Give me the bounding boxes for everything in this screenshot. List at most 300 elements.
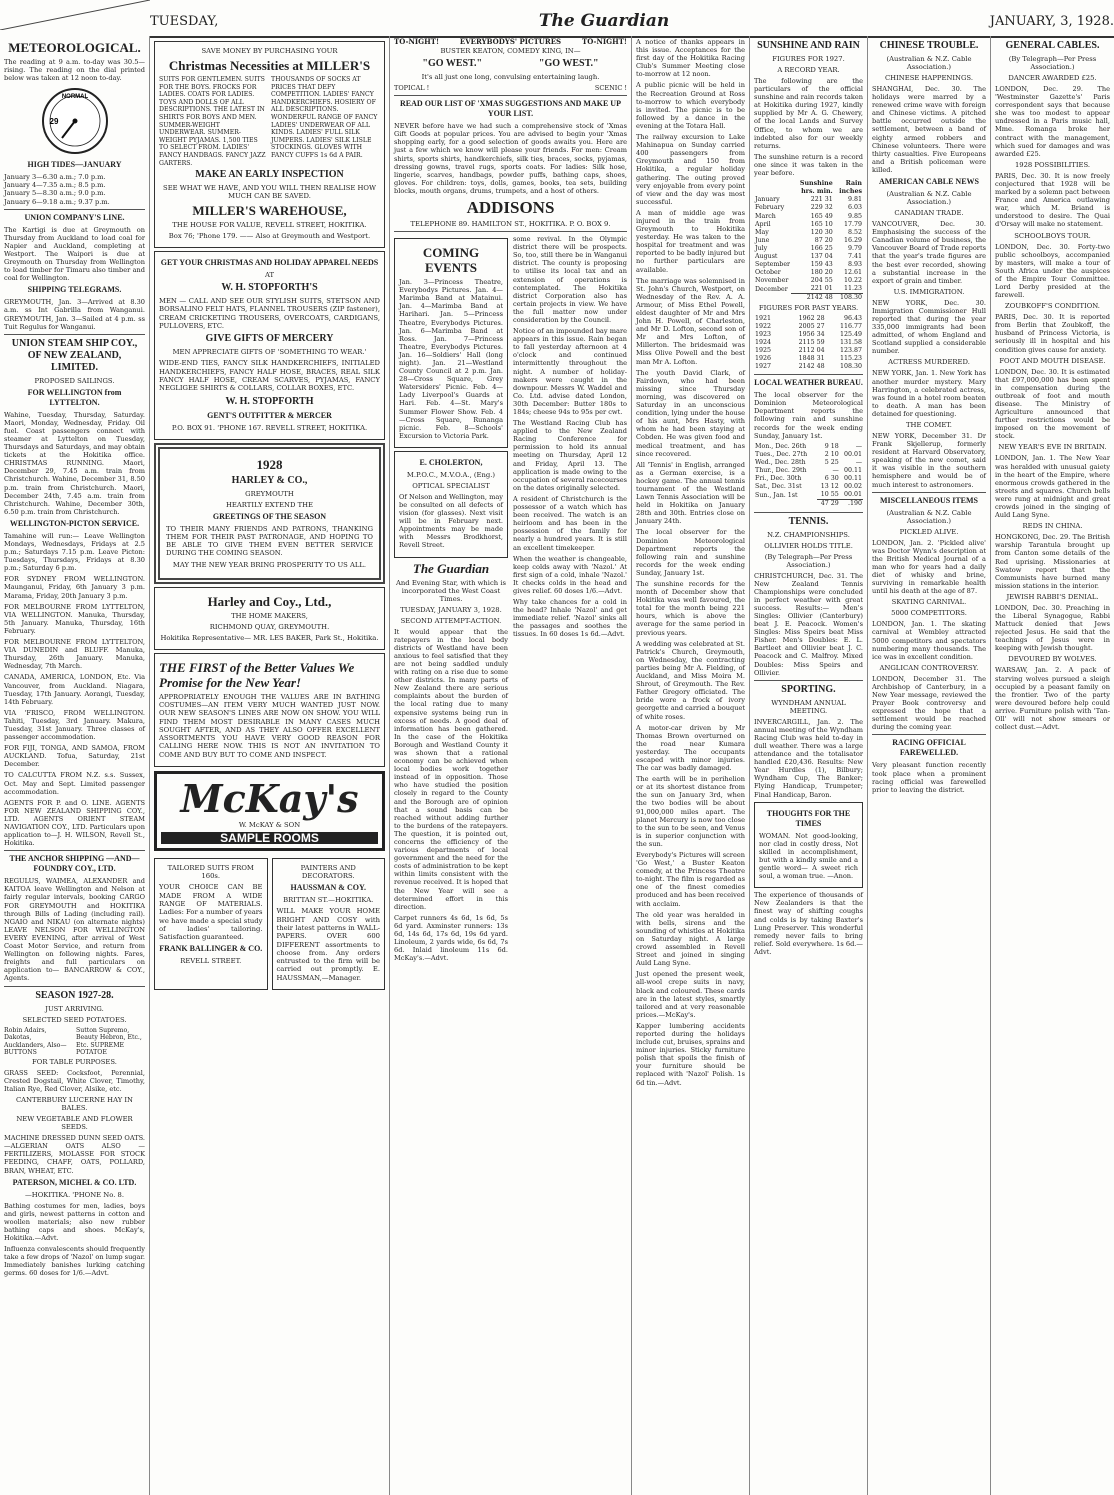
column-3: [390, 36, 632, 1495]
meteorological-intro: The reading at 9 a.m. to-day was 30.5—rising. The reading on the dial printed below was taken at 12 noon to-day.: [4, 58, 145, 83]
haussman-address: BRITTAN ST.—HOKITIKA.: [283, 896, 374, 905]
chinese-text: SHANGHAI, Dec. 30. The holidays were marred by a renewed crime wave with foreign and Chinese victims. A pitched battle occurred outside the settlement, between a band of eighty armed robbers and Chinese volunteers. There were thirty casualties. Five Europeans and a British policeman were killed.: [872, 85, 986, 174]
misc-byline: (Australian & N.Z. Cable Association.): [886, 508, 972, 525]
bureau-text: The local observer for the Dominion Meteorological Department reports the following rain and sunshine records for the week ending Sunday, January 1st.: [754, 391, 863, 440]
table-cell: 1927: [755, 363, 772, 371]
scan-edge-mark: [0, 0, 150, 30]
film-note: It's all just one long, convulsing entertaining laugh.: [421, 73, 600, 82]
table-cell: 221 31: [810, 196, 833, 204]
stopforth-list: WIDE-END TIES, FANCY SILK HANDKERCHIEFS, INITIALED HANDKERCHIEFS, FANCY HALF HOSE, BRACES, REAL SILK FANCY HALF HOSE, CREAM SCARVES, PYJAMAS, FANCY NEGLIGEE SHIRTS & COLLARS, COLLAR BOXES, ETC.: [159, 359, 380, 393]
table-row: [754, 475, 863, 483]
table-cell: 9.85: [847, 212, 862, 220]
jewish-text: LONDON, Dec. 30. Preaching in the Liberal Synagogue, Rabbi Mattuck denied that Jews rejected Jesus. He said that the teachings of Jesus were in keeping with Jewish thought.: [995, 603, 1110, 653]
bathing-text: Bathing costumes for men, ladies, boys and girls, newest patterns in cotton and woollen materials; also new rubber bathing caps and shoes. McKay's, Hokitika.—Advt.: [4, 1201, 145, 1242]
table-row: [754, 459, 863, 467]
harley-name: HARLEY & CO.,: [231, 474, 308, 486]
col4-auto: A motor-car driven by Mr Thomas Brown overturned on the road near Kumara yesterday. The occupants escaped with minor injuries. The car was badly damaged.: [636, 723, 745, 773]
past-years-table: [754, 315, 863, 372]
machine-text: MACHINE DRESSED DUNN SEED OATS. —ALGERIAN OATS ALSO — FERTILIZERS, MOLASSE FOR STOCK FEEDING, CHAFF, OATS, POLLARD, BRAN, WHEAT, ETC.: [4, 1134, 145, 1175]
pictures-banner: [394, 38, 627, 46]
table-cell: 166 25: [810, 244, 833, 252]
column-7: [991, 36, 1114, 1495]
sunshine-table: [754, 180, 863, 302]
general-byline: (By Telegraph—Per Press Association.): [1008, 55, 1097, 71]
cholerton-sub: M.P.O.C., M.V.O.A., (Eng.): [406, 470, 496, 479]
harley-text: TO THEIR MANY FRIENDS AND PATRONS, THANKING THEM FOR THEIR PAST PATRONAGE, AND HOPING TO BE ABLE TO GIVE THEM EVEN BETTER SERVICE DURING THE COMING SEASON.: [166, 524, 373, 558]
misc-heading: MISCELLANEOUS ITEMS: [879, 495, 979, 505]
table-row: [754, 285, 863, 294]
tennis-byline: (By Telegraph—Per Press Association.): [764, 552, 853, 569]
bureau-heading: LOCAL WEATHER BUREAU.: [754, 378, 863, 388]
pickled-text: LONDON, Jan. 2. 'Pickled alive' was Doctor Wynn's description at the British Medical Journal of a man who for years had a daily diet of whisky and brine, surviving in remarkable health until his death at the age of 87.: [872, 538, 986, 596]
table-cell: 2142 48: [798, 363, 825, 371]
table-cell: 204 55: [810, 277, 833, 285]
calcutta-text: TO CALCUTTA FROM N.Z. s.s. Sussex, Oct. May and Sept. Limited passenger accommodation.: [4, 771, 145, 796]
haussman-name: HAUSSMAN & COY.: [290, 883, 366, 893]
fiji-text: FOR FIJI, TONGA, AND SAMOA, FROM AUCKLAND. Tofua, Saturday, 21st December.: [4, 744, 145, 769]
table-potatoes: FOR TABLE PURPOSES.: [32, 1057, 117, 1066]
uss-heading: UNION STEAM SHIP COY., OF NEW ZEALAND, LIMITED.: [11, 337, 138, 373]
table-row: [754, 213, 863, 221]
table-cell: 120 30: [810, 228, 833, 236]
thoughts-heading: THOUGHTS FOR THE TIMES: [766, 808, 851, 828]
column-2: [150, 36, 390, 1495]
stopforth-outfitter: GENT'S OUTFITTER & MERCER: [207, 410, 332, 420]
table-cell: 12.61: [843, 269, 862, 277]
anchor-heading: THE ANCHOR SHIPPING —AND— FOUNDRY COY., LTD.: [9, 854, 140, 874]
table-cell: April: [755, 220, 771, 228]
sun-sub: FIGURES FOR 1927.: [772, 55, 845, 63]
melbourne-text-1: FOR MELBOURNE FROM LYTTELTON, VIA WELLINGTON. Manuka, Thursday, 5th January. Manuka, Thursday, 16th February.: [4, 602, 145, 635]
table-cell: 6 30: [824, 475, 839, 483]
table-row: [754, 261, 863, 269]
col4-boy: A man of middle age was injured in the train from Greymouth to Hokitika yesterday. He was taken to the hospital for treatment and was reported to be badly injured but no further particulars are available.: [636, 208, 745, 274]
tide-line: January 3—6.30 a.m.; 7.0 p.m.: [4, 173, 106, 182]
miller-right: THOUSANDS OF SOCKS AT PRICES THAT DEFY COMPETITION. LADIES' FANCY HANDKERCHIEFS. HOSIERY OF ALL DESCRIPTIONS. WONDERFUL RANGE OF FANCY LADIES' UNDERWEAR OF ALL KINDS. LADIES' FULL SILK JUMPERS. LADIES' SILK LISLE STOCKINGS. GLOVES WITH FANCY CUFFS 1s 6d A PAIR.: [271, 76, 378, 159]
table-cell: Mon., Dec. 26th: [755, 442, 807, 450]
picton-text: Tamahine will run:— Leave Wellington Mondays, Wednesdays, Fridays at 2.5 p.m.; Saturdays 7.15 p.m. Leave Picton: Tuesdays, Thursdays, Fridays at 8.30 p.m.; Saturday 6 p.m.: [4, 531, 145, 573]
table-row: [754, 443, 863, 451]
table-cell: 2005 27: [798, 322, 825, 330]
table-cell: 137 04: [810, 252, 833, 260]
melbourne-text-2: FOR MELBOURNE FROM LYTTELTON, VIA DUNEDIN and BLUFF. Manuka, Thursday, 26th January. Manuka, Wednesday, 7th March.: [4, 638, 145, 671]
table-cell: —: [855, 458, 862, 466]
dancer-sub: DANCER AWARDED £25.: [1008, 74, 1097, 82]
haussman-advert: [272, 858, 386, 990]
grass-text: GRASS SEED: Cocksfoot, Perennial, Crested Dogstail, White Clover, Timothy, Italian Rye, Red Clover, Alsike, etc.: [4, 1068, 145, 1094]
film-title-2: "GO WEST.": [538, 58, 599, 70]
column-3-right: [513, 235, 627, 965]
dancer-text: LONDON, Dec. 29. The 'Westminster Gazette's' Paris correspondent says that because she was too modest to appear undressed in a Paris music hall, Mme. Romanga broke her contract with the management, which sued for damages and was awarded £25.: [995, 85, 1110, 158]
jewish-sub: JEWISH RABBI'S DENIAL.: [1006, 592, 1099, 601]
col4-railway: The railway excursion to Lake Mahinapua on Sunday carried 400 passengers from Greymouth and 150 from Hokitika, a regular holiday gathering. The outing proved very enjoyable from every point of view and the day was most successful.: [636, 133, 745, 206]
cholerton-name: E. CHOLERTON,: [419, 457, 483, 467]
table-cell: 1924: [755, 338, 772, 346]
stopforth-gift-sub: MEN APPRECIATE GIFTS OF 'SOMETHING TO WEAR.': [172, 348, 367, 357]
table-cell: September: [755, 261, 791, 269]
newyear-sub: NEW YEAR'S EVE IN BRITAIN.: [998, 443, 1107, 452]
harley-wish: MAY THE NEW YEAR BRING PROSPERITY TO US ALL.: [172, 560, 367, 569]
table-cell: 229 32: [810, 204, 833, 212]
paterson-sub: —HOKITIKA. 'PHONE No. 8.: [24, 1190, 125, 1199]
table-cell: March: [755, 212, 776, 220]
table-cell: January: [755, 196, 780, 204]
sporting-sub: WYNDHAM ANNUAL MEETING.: [771, 698, 846, 715]
devoured-sub: DEVOURED BY WOLVES.: [1008, 655, 1097, 664]
harley2-rep: Hokitika Representative— MR. LES BAKER, Park St., Hokitika.: [160, 633, 379, 642]
sailings-heading: FOR WELLINGTON from LYTTELTON.: [27, 387, 122, 407]
union-text: The Kartigi is due at Greymouth on Thursday from Auckland to load coal for Napier and Auckland, completing at Westport. The Waipori is due at Greymouth on Thursday from Wellington to load timber for Timaru also timber and coal for Wellington.: [4, 225, 145, 283]
dial-value: 29: [49, 117, 58, 127]
miller-top: SAVE MONEY BY PURCHASING YOUR: [201, 47, 338, 55]
column-3-split: [394, 235, 627, 965]
events-list: Jan. 3—Princess Theatre, Everybodys Pictures. Jan. 4—Marimba Band at Matainui. Jan. 4—Marimba Band at Harihari. Jan. 5—Princess Theatre, Everybodys Pictures. Jan. 6—Marimba Band at Ross. Jan. 7—Princess Theatre, Everybodys Pictures. Jan. 16—Soldiers' Hall (long night). Jan. 21—Westland County Council at 2 p.m. Jan. 28—Cross Square, Grey Watersiders' Picnic. Feb. 4—Lady Liverpool's Guards at Hari. Feb. 4—St. Mary's Summer Flower Show. Feb. 4—Cross Square, Runanga picnic. Feb. 8—Schools' Excursion to Victoria Park.: [399, 278, 503, 440]
harley-greet: GREETINGS OF THE SEASON: [212, 511, 327, 521]
film-extras: [394, 84, 627, 92]
column-4: [632, 36, 750, 1495]
possib-sub: 1928 POSSIBILITIES.: [1014, 160, 1091, 169]
pickled-sub: PICKLED ALIVE.: [899, 527, 959, 536]
harley2-sub: THE HOME MAKERS,: [231, 611, 308, 620]
table-cell: 13 12: [820, 483, 839, 491]
tides-heading: HIGH TIDES—JANUARY: [27, 160, 122, 170]
westland-text: The Westland Racing Club has applied to the New Zealand Racing Conference for permission to hold its annual meeting on Thursday, April 12 and Friday, April 13. The application is made owing to the occupation of several racecourses on the dates originally selected.: [513, 419, 627, 492]
tailor-text: YOUR CHOICE CAN BE MADE FROM A WIDE RANGE OF MATERIALS. Ladies: For a number of years we have made a special study of ladies' tailoring. Satisfaction guaranteed.: [159, 883, 263, 942]
table-row: [754, 221, 863, 229]
agents-text: AGENTS FOR P. and O. LINE. AGENTS FOR NEW ZEALAND SHIPPING COY., LTD. AGENTS ORIENT STEAM NAVIGATION COY., LTD. Particulars upon application to—J. H. WILSON, Revell St., Hokitika.: [4, 798, 145, 848]
notice-text: Notice of an impounded bay mare appears in this issue. Rain began to fall yesterday afternoon at 4 o'clock and continued intermittently throughout the night. A number of holiday-makers were caught in the downpour. Messrs W. Waddel and Co. Ltd. advise dated London, 30th December: Butter 180s to 184s; cheese 94s to 95s per cwt.: [513, 327, 627, 416]
table-cell: August: [755, 252, 778, 260]
seed-heading: SELECTED SEED POTATOES.: [22, 1015, 127, 1024]
sailings-text: Wahine, Tuesday, Thursday, Saturday. Maori, Monday, Wednesday, Friday. Oil fuel. Coast passengers connect with steamer at Lyttelton on Tuesday, Thursdays and Saturdays, and may obtain tickets at the Hokitika office. CHRISTMAS RUNNING. Maori, December 29, 7.45 a.m. train from Christchurch. Wahine, December 31, 8.50 p.m. train from Christchurch. Maori, December 24th, 7.45 a.m. train from Christchurch. Wahine, December 30th, 6.50 p.m. train from Christchurch.: [4, 410, 145, 516]
ballinger-advert: [154, 858, 268, 990]
table-row: [754, 196, 863, 204]
shipping-heading: SHIPPING TELEGRAMS.: [27, 285, 122, 295]
dial-label: NORMAL: [61, 94, 88, 101]
ballinger-address: REVELL STREET.: [180, 957, 242, 966]
table-cell: 108.30: [839, 363, 862, 371]
mckay-logo: [154, 771, 385, 851]
harley-year: 1928: [256, 456, 283, 472]
table-cell: 180 20: [810, 269, 833, 277]
table-row: [754, 467, 863, 475]
table-cell: 1926: [755, 355, 772, 362]
table-row: [754, 331, 863, 339]
paterson-heading: PATERSON, MICHEL & CO. LTD.: [12, 1177, 137, 1187]
table-cell: 221 01: [810, 285, 833, 293]
col4-south: The earth will be in perihelion or at its shortest distance from the sun on January 3rd, when the two bodies will be about 91,000,000 miles apart. The planet Mercury is now too close to the sun to be seen, and Venus is in superior conjunction with the sun.: [636, 775, 745, 848]
table-row: [754, 253, 863, 261]
first-heading: THE FIRST of the Better Values We Promise for the New Year!: [159, 659, 355, 690]
chinese-byline: (Australian & N.Z. Cable Association.): [886, 55, 972, 71]
table-row: [754, 229, 863, 237]
cholerton-advert: [394, 451, 508, 558]
table-cell: October: [755, 269, 781, 277]
table-total-row: 47 29 .190: [754, 500, 863, 509]
table-cell: May: [755, 228, 769, 236]
table-total-row: 2142 48 108.30: [754, 294, 863, 303]
table-cell: 131.58: [839, 338, 862, 346]
col4-tennis: All 'Tennis' in English, arranged as a German exercise, is a hockey game. The annual tennis tournament of the Westland Lawn Tennis Association will be held in Hokitika on January 28th and 30th. Entries close on January 24th.: [636, 460, 745, 526]
tennis-sub: N.Z. CHAMPIONSHIPS.: [767, 530, 850, 539]
miller-heading: Christmas Necessities at MILLER'S: [168, 58, 371, 73]
miller-advert: [154, 41, 385, 248]
union-heading: UNION COMPANY'S LINE.: [24, 212, 125, 222]
picton-heading: WELLINGTON-PICTON SERVICE.: [9, 518, 140, 528]
table-cell: 6.03: [847, 204, 862, 212]
table-cell: 96.43: [843, 314, 862, 322]
col4-public: A public picnic will be held in the Recreation Ground at Ross to-morrow to which everybody is invited. The picnic is to be followed by a dance in the evening at the Totara Hall.: [636, 81, 745, 130]
table-cell: 5 25: [824, 458, 839, 466]
ballinger-name: FRANK BALLINGER & CO.: [159, 944, 263, 954]
sporting-text: INVERCARGILL, Jan. 2. The annual meeting of the Wyndham Racing Club was held to-day in dull weather. There was a large attendance and the totalisator handled £20,436. Results: New Year Hurdles (1), Bilbury; Wyndham Cup, The Banker; Flying Handicap, Trumpeter; Final Handicap, Baron.: [754, 717, 863, 799]
stopforth-heading: GET YOUR CHRISTMAS AND HOLIDAY APPAREL NEEDS: [160, 258, 379, 268]
table-cell: June: [755, 236, 770, 244]
uss-subheading: PROPOSED SAILINGS.: [34, 376, 115, 385]
newyear-text: LONDON, Jan. 1. The New Year was heralded with unusual gaiety in the heart of the Empire, where enormous crowds gathered in the streets and squares. Church bells were rung at midnight and great crowds joined in the singing of Auld Lang Syne.: [995, 454, 1110, 520]
harley2-address: RICHMOND QUAY, GREYMOUTH.: [209, 622, 330, 631]
table-cell: 1925: [755, 346, 772, 354]
events-heading: COMING EVENTS: [422, 245, 480, 276]
masthead-title: The Guardian: [538, 11, 670, 31]
racing-heading: RACING OFFICIAL FAREWELLED.: [892, 738, 966, 758]
table-row: [754, 237, 863, 245]
canada-text: CANADA, AMERICA, LONDON, Etc. Via Vancouver, from Auckland. Niagara, Tuesday, 17th January. Aorangi, Tuesday, 14th February.: [4, 673, 145, 706]
col4-marriage: The marriage was solemnised in St. John's Church, Westport, on Wednesday of the Rev. A. A. Armour, of Miss Ethel Powell, eldest daughter of Mr and Mrs John H. Powell, of Charleston, and Mr D. Lofton, second son of Mr and Mrs Lofton, of Millerton. The bridesmaid was Miss Olive Powell and the best man Mr A. Lofton.: [636, 276, 745, 366]
col4-youth: The youth David Clark, of Fairdown, who had been missing since Thursday morning, was discovered on Saturday in an unconscious condition, lying under the house of his aunt, Mrs Hasty, with whom he had been staying at Cobden. He was given food and medical treatment, and has since recovered.: [636, 368, 745, 458]
table-cell: 1921: [755, 314, 772, 322]
harley-homemakers-advert: [154, 587, 385, 650]
table-cell: 9 18: [824, 442, 839, 450]
guardian-title: The Guardian: [412, 560, 490, 576]
frisco-text: VIA 'FRISCO, FROM WELLINGTON. Tahiti, Tuesday, 3rd January. Makura, Tuesday, 31st January. Three classes of passenger accommodation.: [4, 708, 145, 742]
stopforth-text: MEN — CALL AND SEE OUR STYLISH SUITS, STETSON AND BORSALINO FELT HATS, FLANNEL TROUSERS (ZIP fastener), CREAM CRICKETING TROUSERS, OVERCOATS, CARDIGANS, PULLOVERS, ETC.: [159, 297, 380, 331]
reds-text: HONGKONG, Dec. 29. The British warship Tarantula brought up from Canton some details of the Red uprising. Missionaries at Swatow report that the Communists have burned many mission stations in the interior.: [995, 533, 1110, 590]
col4-notice: A notice of thanks appears in this issue. Acceptances for the first day of the Hokitika Racing Club's Summer Meeting close to-morrow at 12 noon.: [636, 38, 745, 79]
topical: TOPICAL !: [394, 84, 430, 93]
column-6: [868, 36, 991, 1495]
table-cell: February: [755, 204, 785, 212]
film-credit: BUSTER KEATON, COMEDY KING, IN—: [440, 47, 581, 56]
barometer-dial-icon: [40, 86, 110, 156]
masthead-date: JANUARY, 3, 1928.: [989, 13, 1114, 29]
table-cell: Wed., Dec. 28th: [755, 458, 806, 466]
addisons-name: ADDISONS: [466, 198, 555, 218]
miller-left: SUITS FOR GENTLEMEN. SUITS FOR THE BOYS. FROCKS FOR LADIES. COATS FOR LADIES. TOYS AND DOLLS OF ALL DESCRIPTIONS. THE LATEST IN SHIRTS FOR BOYS AND MEN. SUMMER-WEIGHT UNDERWEAR. SUMMER-WEIGHT PYJAMAS. 1,500 TIES TO SELECT FROM. LADIES' FANCY HANDBAGS. FANCY JAZZ GARTERS.: [159, 76, 266, 167]
sporting-heading: SPORTING.: [781, 683, 836, 695]
coming-events-box: [394, 238, 508, 448]
film-titles: [394, 58, 627, 70]
table-header: Rain inches: [839, 180, 862, 196]
table-cell: Tues., Dec. 27th: [755, 450, 808, 458]
table-cell: 116.77: [839, 322, 862, 330]
table-cell: 9.79: [847, 244, 862, 252]
table-row: [754, 315, 863, 323]
table-cell: 16.29: [843, 236, 862, 244]
tonight-mid: EVERYBODYS' PICTURES: [459, 37, 562, 46]
table-cell: 125.49: [839, 330, 862, 338]
masthead-day: TUESDAY,: [150, 13, 219, 29]
film-title-1: "GO WEST.": [422, 58, 483, 70]
stopforth-footer: P.O. BOX 91. 'PHONE 167. REVELL STREET, HOKITIKA.: [171, 423, 368, 432]
col4-wedding: A wedding was celebrated at St. Patrick's Church, Greymouth, on Wednesday, the contracting parties being Mr A. Fielding, of Auckland, and Miss Moira M. Shrout, of Greymouth. The Rev. Father Gregory officiated. The bride wore a frock of ivory georgette and carried a bouquet of white roses.: [636, 639, 745, 721]
canadian-text: VANCOUVER, Dec. 30. Emphasising the success of the Canadian volume of business, the Vancouver Board of Trade reports that the year's trade figures are the best ever recorded, showing a substantial increase in the export of grain and timber.: [872, 220, 986, 285]
canadian-sub: CANADIAN TRADE.: [894, 209, 964, 218]
cinema-text: some revival. In the Olympic district there will be prospects. So, too, still there be in Wanganui district. The county is proposing to utilise its local tax and an extension of operations is contemplated. The Hokitika district Corporation also has certain projects in view. We have the full matter now under consideration by the Council.: [513, 235, 627, 324]
table-cell: 1848 31: [798, 355, 825, 362]
miller-see: SEE WHAT WE HAVE, AND YOU WILL THEN REALISE HOW MUCH CAN BE SAVED.: [163, 184, 376, 201]
bottom-adverts: [154, 855, 385, 993]
miller-footer: Box 76; 'Phone 179. —— Also at Greymouth and Westport.: [168, 232, 371, 241]
thoughts-text: WOMAN. Not good-looking, nor clad in costly dress, Not skilled in accomplishment, but with a kindly smile and a gentle word— A sweet rich soul, a woman true. —Anon.: [759, 831, 858, 881]
sun-heading: SUNSHINE AND RAIN: [757, 40, 860, 51]
veg-text: NEW VEGETABLE AND FLOWER SEEDS.: [16, 1115, 133, 1132]
table-cell: July: [755, 244, 768, 252]
chinese-heading: CHINESE TROUBLE.: [879, 40, 979, 51]
cholerton-text: Of Nelson and Wellington, may be consulted on all defects of vision (for glasses). Next visit will be in February next. Appointments may be made with Messrs Brodkhorst, Revell Street.: [399, 492, 503, 550]
stopforth-gift: GIVE GIFTS OF MERCERY: [205, 333, 334, 345]
table-row: [754, 483, 863, 491]
table-row: [754, 491, 863, 500]
skating-sub: SKATING CARNIVAL.: [891, 598, 967, 607]
masthead: [150, 6, 1114, 38]
table-row: [754, 269, 863, 277]
seed-list: [4, 1027, 145, 1057]
table-cell: 1956 34: [798, 330, 825, 338]
christchurch-text: A resident of Christchurch is the possessor of a watch which has been received. The watch is an heirloom and has been in the possession of the family for nearly a hundred years. It is still an excellent timekeeper.: [513, 494, 627, 552]
mckay-name: McKay's: [180, 776, 359, 822]
miller-inspect: MAKE AN EARLY INSPECTION: [195, 169, 344, 181]
stopforth-name-2: W. H. STOPFORTH: [225, 395, 314, 407]
chinese-sub: CHINESE HAPPENINGS.: [884, 74, 974, 82]
weather-text: When the weather is changeable, keep colds away with 'Nazol.' At first sign of a cold, inhale 'Nazol.' It checks colds in the head and gives relief. 60 doses 1/6.—Advt.: [513, 554, 627, 595]
miller-lists: [159, 76, 380, 167]
table-cell: Thur., Dec. 29th: [755, 467, 807, 475]
devoured-text: WARSAW, Jan. 2. A pack of starving wolves pursued a sleigh occupied by a peasant family on the frontier. Two of the party were devoured before help could arrive. Furniture polish with 'Tan-Oll' will not show smears or collect dust.—Advt.: [995, 666, 1110, 732]
table-cell: 11.23: [843, 285, 862, 293]
season-subheading: JUST ARRIVING.: [45, 1004, 104, 1013]
weekly-table: [754, 443, 863, 509]
addisons-footer: TELEPHONE 89. HAMILTON ST., HOKITIKA. P. O. BOX 9.: [410, 220, 611, 229]
meteorological-heading: METEOROLOGICAL.: [8, 40, 141, 55]
tonight-left: TO-NIGHT!: [394, 37, 440, 46]
shipping-text: GREYMOUTH, Jan. 3—Arrived at 8.30 a.m. ss Int Gabrilla from Wanganui. GREYMOUTH, Jan. 3—Sailed at 4 p.m. ss Tuit Regulus for Wanganui.: [4, 298, 145, 331]
table-header: [754, 180, 791, 196]
seed-right: Sutton Supremo, Beauty Hebron, Etc., Etc. SUPREME POTATOE: [76, 1026, 142, 1057]
comet-text: NEW YORK, December 31. Dr Frank Skjellerup, formerly resident at Harvard Observatory, speaking of the new comet, said it was visible in the southern hemisphere and would be of much interest to astronomers.: [872, 432, 986, 489]
harley-greetings-advert: [154, 443, 385, 584]
tailor-heading: TAILORED SUITS FROM 160s.: [167, 864, 254, 881]
tennis-heading: TENNIS.: [788, 515, 829, 527]
table-cell: 115.23: [839, 355, 862, 362]
addisons-heading: READ OUR LIST OF 'XMAS SUGGESTIONS AND MAKE UP YOUR LIST.: [400, 99, 621, 119]
whytake-text: Why take chances for a cold in the head? Inhale 'Nazol' and get immediate relief. 'Nazol' sinks all the passages and soothes the tissues. In 60 doses 1s 6d.—Advt.: [513, 598, 627, 639]
table-row: [754, 277, 863, 285]
stopforth-at: AT: [264, 271, 275, 280]
column-1: [0, 36, 150, 1495]
table-cell: 00.01: [843, 491, 862, 499]
foot-sub: FOOT AND MOUTH DISEASE.: [999, 356, 1106, 365]
miller-address: THE HOUSE FOR VALUE, REVELL STREET, HOKITIKA.: [172, 221, 367, 230]
us-text: NEW YORK, Dec. 30. Immigration Commissioner Hull reported that during the year 335,000 immigrants had been admitted, of whom England and Scotland supplied a considerable number.: [872, 298, 986, 356]
general-heading: GENERAL CABLES.: [1005, 40, 1100, 51]
reds-sub: REDS IN CHINA.: [1022, 522, 1083, 531]
nervous-text: The experience of thousands of New Zealanders is that the finest way of shifting coughs and colds is by taking Baxter's Lung Preserver. This wonderful remedy never fails to bring relief. Sold everywhere. 1s 6d.—Advt.: [754, 891, 863, 956]
mckay-band: SAMPLE ROOMS: [161, 832, 378, 844]
mckay-values-advert: [154, 653, 385, 767]
first-text: APPROPRIATELY ENOUGH THE VALUES ARE IN BATHING COSTUMES—AN ITEM VERY MUCH WANTED JUST NOW. OUR NEW SEASON'S LINES ARE NOW ON SHOW. YOU WILL FIND THEM MOST DESIRABLE IN MANY CASES MUCH SOUGHT AFTER, AND AS THEY ALSO OFFER EXCELLENT ASSORTMENTS YOU HAVE VERY GOOD REASON FOR CALLING HERE NOW. THIS IS NOT AN INVITATION TO COME AND BUY BUT TO COME AND INSPECT.: [159, 692, 380, 759]
table-cell: 165 49: [810, 212, 833, 220]
tonight-right: TO-NIGHT!: [581, 37, 627, 46]
guardian-date: TUESDAY, JANUARY 3, 1928.: [400, 605, 502, 614]
skating-text: LONDON, Jan. 1. The skating carnival at Wembley attracted 5000 competitors and spectators numbering many thousands. The ice was in excellent condition.: [872, 620, 986, 661]
schoolboys-text: LONDON, Dec. 30. Forty-two public schoolboys, accompanied by masters, will make a tour of South Africa under the auspices of the Empire Tour Committee. Lord Derby presided at the farewell.: [995, 242, 1110, 300]
table-cell: 00.11: [843, 467, 862, 475]
american-byline: (Australian & N.Z. Cable Association.): [886, 190, 972, 207]
table-cell: 2112 04: [798, 346, 825, 354]
season-heading: SEASON 1927-28.: [35, 989, 114, 1001]
col4-pictures: Everybody's Pictures will screen 'Go West,' a Buster Keaton comedy, at the Princess Theatre to-night. The film is regarded as one of the finest comedies produced and has been received with acclaim.: [636, 851, 745, 908]
table-row: [754, 347, 863, 355]
table-cell: 1962 28: [798, 314, 825, 322]
table-cell: 1922: [755, 322, 772, 330]
sun-sub-2: A RECORD YEAR.: [777, 66, 840, 74]
table-cell: 10 55: [820, 491, 839, 499]
column-3-left: [394, 235, 508, 965]
table-row: [754, 363, 863, 371]
stopforth-advert: [154, 251, 385, 439]
zoubkoff-sub: ZOUBKOFF'S CONDITION.: [1005, 302, 1100, 311]
anglican-text: LONDON, December 31. The Archbishop of Canterbury, in a New Year message, reviewed the Prayer Book controversy and expressed the hope that a settlement would be reached during the coming year.: [872, 674, 986, 732]
us-sub: U.S. IMMIGRATION.: [893, 287, 965, 296]
tennis-sub-2: OLLIVIER HOLDS TITLE.: [764, 541, 853, 550]
column-5: [750, 36, 868, 1495]
table-cell: Sun., Jan. 1st: [755, 491, 798, 499]
past-heading: FIGURES FOR PAST YEARS.: [758, 303, 859, 312]
table-cell: 165 10: [810, 220, 833, 228]
painters-heading: PAINTERS AND DECORATORS.: [300, 864, 356, 881]
harley-town: GREYMOUTH: [245, 489, 294, 498]
table-cell: Fri., Dec. 30th: [755, 475, 802, 483]
col4-smoke: The sunshine records for the month of December show that Hokitika was well favoured, the total for the month being 221 hours, which is above the average for the same period in previous years.: [636, 580, 745, 637]
table-cell: 2 10: [824, 450, 839, 458]
sydney-text: FOR SYDNEY FROM WELLINGTON. Maunganui, Friday, 6th January 3 p.m. Marama, Friday, 20th January 3 p.m.: [4, 575, 145, 600]
editorial-text: It would appear that the ratepayers in the local body districts of Westland have been anxious to feel satisfied that they are not being saddled unduly with rating on a rise due to some other districts. In many parts of New Zealand there are serious complaints about the burden of the local rating due to many expensive systems being run in excess of needs. A good deal of information has been gathered. In the case of the Hokitika Borough and Westland County it was shown that a rational economy can be achieved when local bodies work together instead of in opposition. Those who have studied the position closely in regard to the County and the Borough are of opinion that a sound basis can be reached without adding further to the burdens of the ratepayers. The question, it is pointed out, concerns the efficiency of the various departments of local government and the need for the costs of administration to be kept within limits consistent with the revenue received. It is hoped that the New Year will see a determined effort in this direction.: [394, 627, 508, 911]
guardian-sub: And Evening Star, with which is incorporated the West Coast Times.: [396, 578, 506, 603]
table-row: [754, 245, 863, 253]
table-cell: November: [755, 277, 789, 285]
table-cell: 8.52: [847, 228, 862, 236]
harley2-name: Harley and Coy., Ltd.,: [207, 593, 332, 609]
table-cell: 17.79: [843, 220, 862, 228]
lucerne-text: CANTERBURY LUCERNE HAY IN BALES.: [15, 1096, 133, 1113]
col4-bureau: The local observer for the Dominion Meteorological Department reports the following rain and sunshine records for the week ending Sunday, January 1st.: [636, 528, 745, 577]
table-cell: 2115 59: [798, 338, 825, 346]
table-cell: —: [832, 467, 839, 475]
zoubkoff-text: PARIS, Dec. 30. It is reported from Berlin that Zoubkoff, the husband of Princess Victoria, is seriously ill in hospital and his condition gives cause for anxiety.: [995, 313, 1110, 354]
table-cell: 10.22: [843, 277, 862, 285]
thoughts-box: [754, 802, 863, 889]
american-heading: AMERICAN CABLE NEWS: [878, 177, 979, 187]
sun-intro: The following are the particulars of the official sunshine and rain records taken at Hokitika during 1927, kindly supplied by Mr A. G. Chewery, of the local Lands and Survey Office, to whom we are indebted also for our weekly returns.: [754, 77, 863, 150]
foot-text: LONDON, Dec. 30. It is estimated that £97,000,000 has been spent in compensation during the outbreak of foot and mouth disease. The Ministry of Agriculture announced that further restrictions would be imposed on the movement of stock.: [995, 367, 1110, 441]
haussman-text: WILL MAKE YOUR HOME BRIGHT AND COSY with their latest patterns in WALL-PAPERS. OVER 600 DIFFERENT assortments to choose from. Any orders entrusted to the firm will be carried out promptly. E. HAUSSMAN,—Manager.: [276, 907, 380, 982]
skating-sub-2: 5000 COMPETITORS.: [891, 609, 967, 618]
anchor-text: REGULUS, WAIMEA, ALEXANDER and KAITOA leave Wellington and Nelson at fairly regular intervals, booking CARGO FOR GREYMOUTH and HOKITIKA through Bills of Lading (including rail). NGAIO and NIKAU (on alternate nights) LEAVE NELSON FOR WELLINGTON EVERY EVENING, after arrival of West Coast Motor Service, and return from Wellington on following nights. Fares, freights and full particulars on application to— BANCARROW & COY., Agents.: [4, 877, 145, 983]
anglican-sub: ANGLICAN CONTROVERSY.: [879, 663, 979, 672]
table-cell: 87 20: [814, 236, 833, 244]
actress-sub: ACTRESS MURDERED.: [888, 358, 970, 367]
